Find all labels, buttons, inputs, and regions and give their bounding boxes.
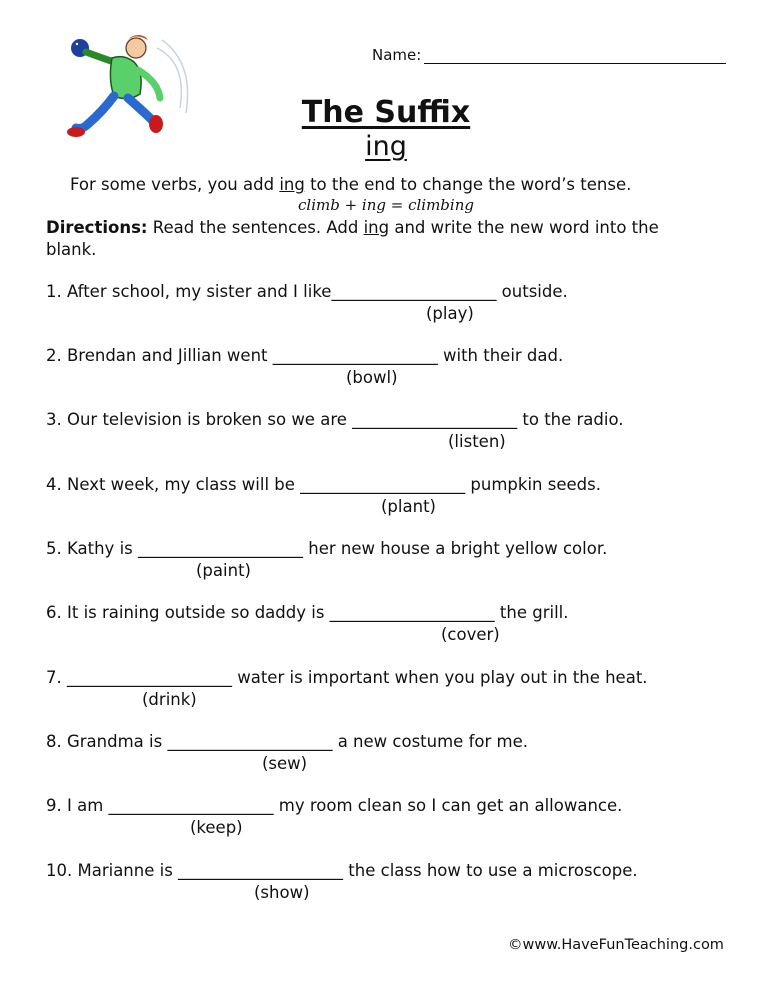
name-blank-line[interactable] (424, 63, 726, 64)
question-5-hint: (paint) (196, 561, 251, 580)
question-4-hint: (plant) (381, 497, 436, 516)
intro-before: For some verbs, you add (70, 175, 280, 194)
question-9[interactable]: 9. I am ____________________ my room clean so I can get an allowance. (46, 796, 623, 815)
question-8-hint: (sew) (262, 754, 308, 773)
page-subtitle: ing (365, 131, 407, 162)
intro-suffix: ing (279, 175, 305, 194)
question-1[interactable]: 1. After school, my sister and I like____________________ outside. (46, 282, 568, 301)
question-6[interactable]: 6. It is raining outside so daddy is ____________________ the grill. (46, 603, 569, 622)
question-10-hint: (show) (254, 883, 310, 902)
intro-after: to the end to change the word’s tense. (304, 175, 632, 194)
question-4[interactable]: 4. Next week, my class will be ____________________ pumpkin seeds. (46, 475, 601, 494)
question-3-hint: (listen) (448, 432, 506, 451)
directions-label: Directions: (46, 218, 148, 237)
question-7[interactable]: 7. ____________________ water is important when you play out in the heat. (46, 668, 648, 687)
question-1-hint: (play) (426, 304, 474, 323)
name-label: Name: (372, 46, 422, 64)
directions (46, 217, 706, 261)
bowler-clipart (62, 28, 194, 148)
page-title: The Suffix (301, 95, 471, 130)
question-3[interactable]: 3. Our television is broken so we are ____________________ to the radio. (46, 410, 624, 429)
footer-copyright: ©www.HaveFunTeaching.com (508, 937, 724, 953)
directions-suffix: ing (363, 218, 390, 237)
question-5[interactable]: 5. Kathy is ____________________ her new house a bright yellow color. (46, 539, 608, 558)
question-2-hint: (bowl) (346, 368, 398, 387)
question-9-hint: (keep) (190, 818, 243, 837)
question-7-hint: (drink) (142, 690, 197, 709)
directions-after: and write the new word into the blank. (46, 218, 659, 259)
question-8[interactable]: 8. Grandma is ____________________ a new costume for me. (46, 732, 528, 751)
directions-before: Read the sentences. Add (147, 218, 364, 237)
question-10[interactable]: 10. Marianne is ____________________ the class how to use a microscope. (46, 861, 638, 880)
question-2[interactable]: 2. Brendan and Jillian went ____________________ with their dad. (46, 346, 564, 365)
example-formula: climb + ing = climbing (298, 196, 474, 214)
intro-sentence (70, 175, 631, 194)
question-6-hint: (cover) (441, 625, 500, 644)
